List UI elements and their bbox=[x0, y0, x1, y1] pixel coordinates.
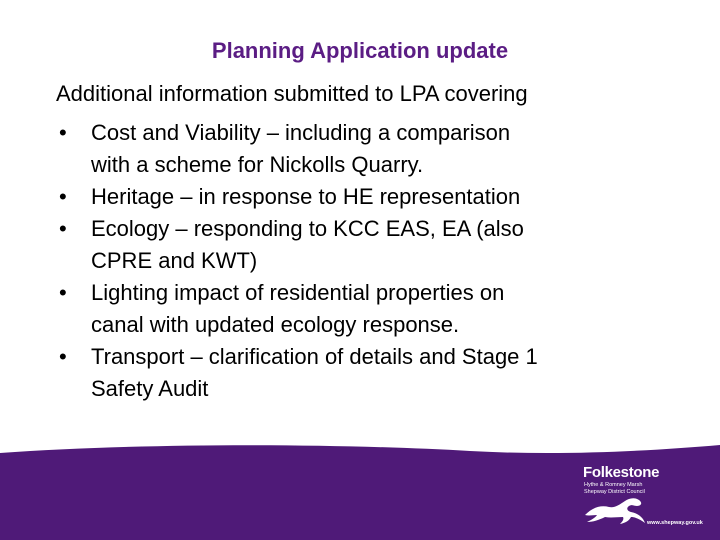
logo-subtitle-line: Hythe & Romney Marsh bbox=[584, 482, 643, 488]
bullet-line: Transport – clarification of details and Stage 1 bbox=[91, 344, 538, 369]
bullet-line: Lighting impact of residential properties on bbox=[91, 280, 505, 305]
bullet-line: Cost and Viability – including a comparison bbox=[91, 120, 511, 145]
bullet-line: Heritage – in response to HE representation bbox=[91, 184, 521, 209]
bullet-item-transport bbox=[56, 341, 676, 405]
logo-name: Folkestone bbox=[583, 464, 660, 481]
bullet-line: Safety Audit bbox=[91, 376, 209, 401]
bullet-item-cost-viability bbox=[56, 117, 676, 181]
bullet-dot-icon: • bbox=[59, 344, 67, 369]
bullet-item-heritage bbox=[56, 181, 676, 213]
bullet-item-lighting bbox=[56, 277, 676, 341]
bullet-line: CPRE and KWT) bbox=[91, 248, 258, 273]
bullet-list bbox=[56, 117, 676, 405]
bullet-dot-icon: • bbox=[59, 216, 67, 241]
slide-title: Planning Application update bbox=[211, 38, 509, 63]
logo-url: www.shepway.gov.uk bbox=[647, 520, 703, 526]
bullet-line: Ecology – responding to KCC EAS, EA (also bbox=[91, 216, 524, 241]
bullet-line: with a scheme for Nickolls Quarry. bbox=[91, 152, 424, 177]
bullet-dot-icon: • bbox=[59, 280, 67, 305]
bullet-dot-icon: • bbox=[59, 184, 67, 209]
logo-subtitle-line: Shepway District Council bbox=[584, 489, 645, 495]
bullet-item-ecology bbox=[56, 213, 676, 277]
council-logo bbox=[583, 465, 713, 537]
intro-text: Additional information submitted to LPA covering bbox=[56, 81, 528, 106]
bullet-line: canal with updated ecology response. bbox=[91, 312, 460, 337]
bullet-dot-icon: • bbox=[59, 120, 67, 145]
